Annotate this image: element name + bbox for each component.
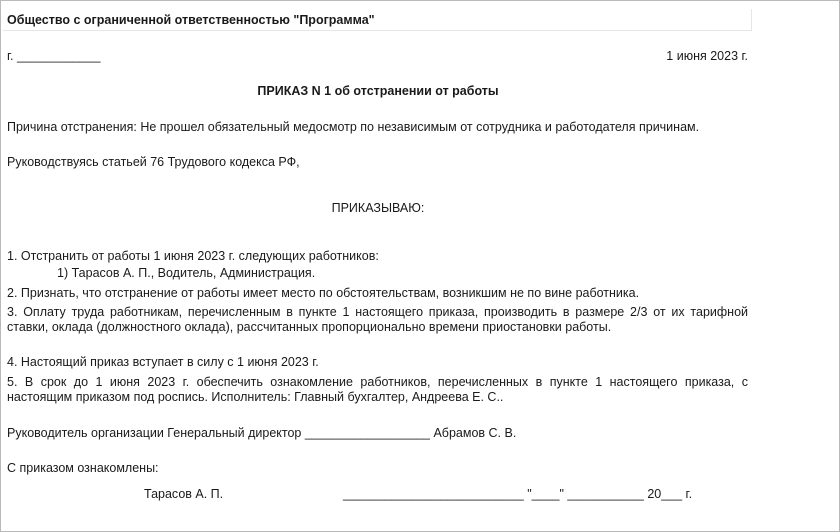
city-line: г. ____________: [7, 49, 101, 63]
acknowledged-label: С приказом ознакомлены:: [7, 461, 159, 475]
order-title: ПРИКАЗ N 1 об отстранении от работы: [257, 84, 499, 98]
order-item-5: 5. В срок до 1 июня 2023 г. обеспечить ознакомление работников, перечисленных в пункте 1 настоящего приказа, с настоящим приказом под роспись. Исполнитель: Главный бухгалтер, Андреева Е. С..: [7, 375, 748, 404]
head-signature-line: Руководитель организации Генеральный директор __________________ Абрамов С. В.: [7, 426, 517, 440]
acknowledged-signature-line: __________________________ "____" ___________ 20___ г.: [343, 487, 693, 501]
order-item-3: 3. Оплату труда работникам, перечисленным в пункте 1 настоящего приказа, производить в размере 2/3 от их тарифной ставки, оклада (должностного оклада), рассчитанных пропорционально времени приостановки работы.: [7, 305, 748, 334]
order-item-2: 2. Признать, что отстранение от работы имеет место по обстоятельствам, возникшим не по вине работника.: [7, 286, 640, 300]
order-subitem-employee: 1) Тарасов А. П., Водитель, Администрация.: [57, 266, 316, 280]
legal-basis: Руководствуясь статьей 76 Трудового кодекса РФ,: [7, 155, 300, 169]
acknowledged-employee-name: Тарасов А. П.: [144, 487, 224, 501]
order-item-1: 1. Отстранить от работы 1 июня 2023 г. следующих работников:: [7, 249, 379, 263]
dismissal-reason: Причина отстранения: Не прошел обязательный медосмотр по независимым от сотрудника и работодателя причинам.: [7, 120, 700, 134]
organization-name: Общество с ограниченной ответственностью "Программа": [3, 9, 752, 31]
order-word: ПРИКАЗЫВАЮ:: [331, 201, 425, 215]
order-item-4: 4. Настоящий приказ вступает в силу с 1 июня 2023 г.: [7, 355, 319, 369]
order-date: 1 июня 2023 г.: [666, 49, 748, 63]
